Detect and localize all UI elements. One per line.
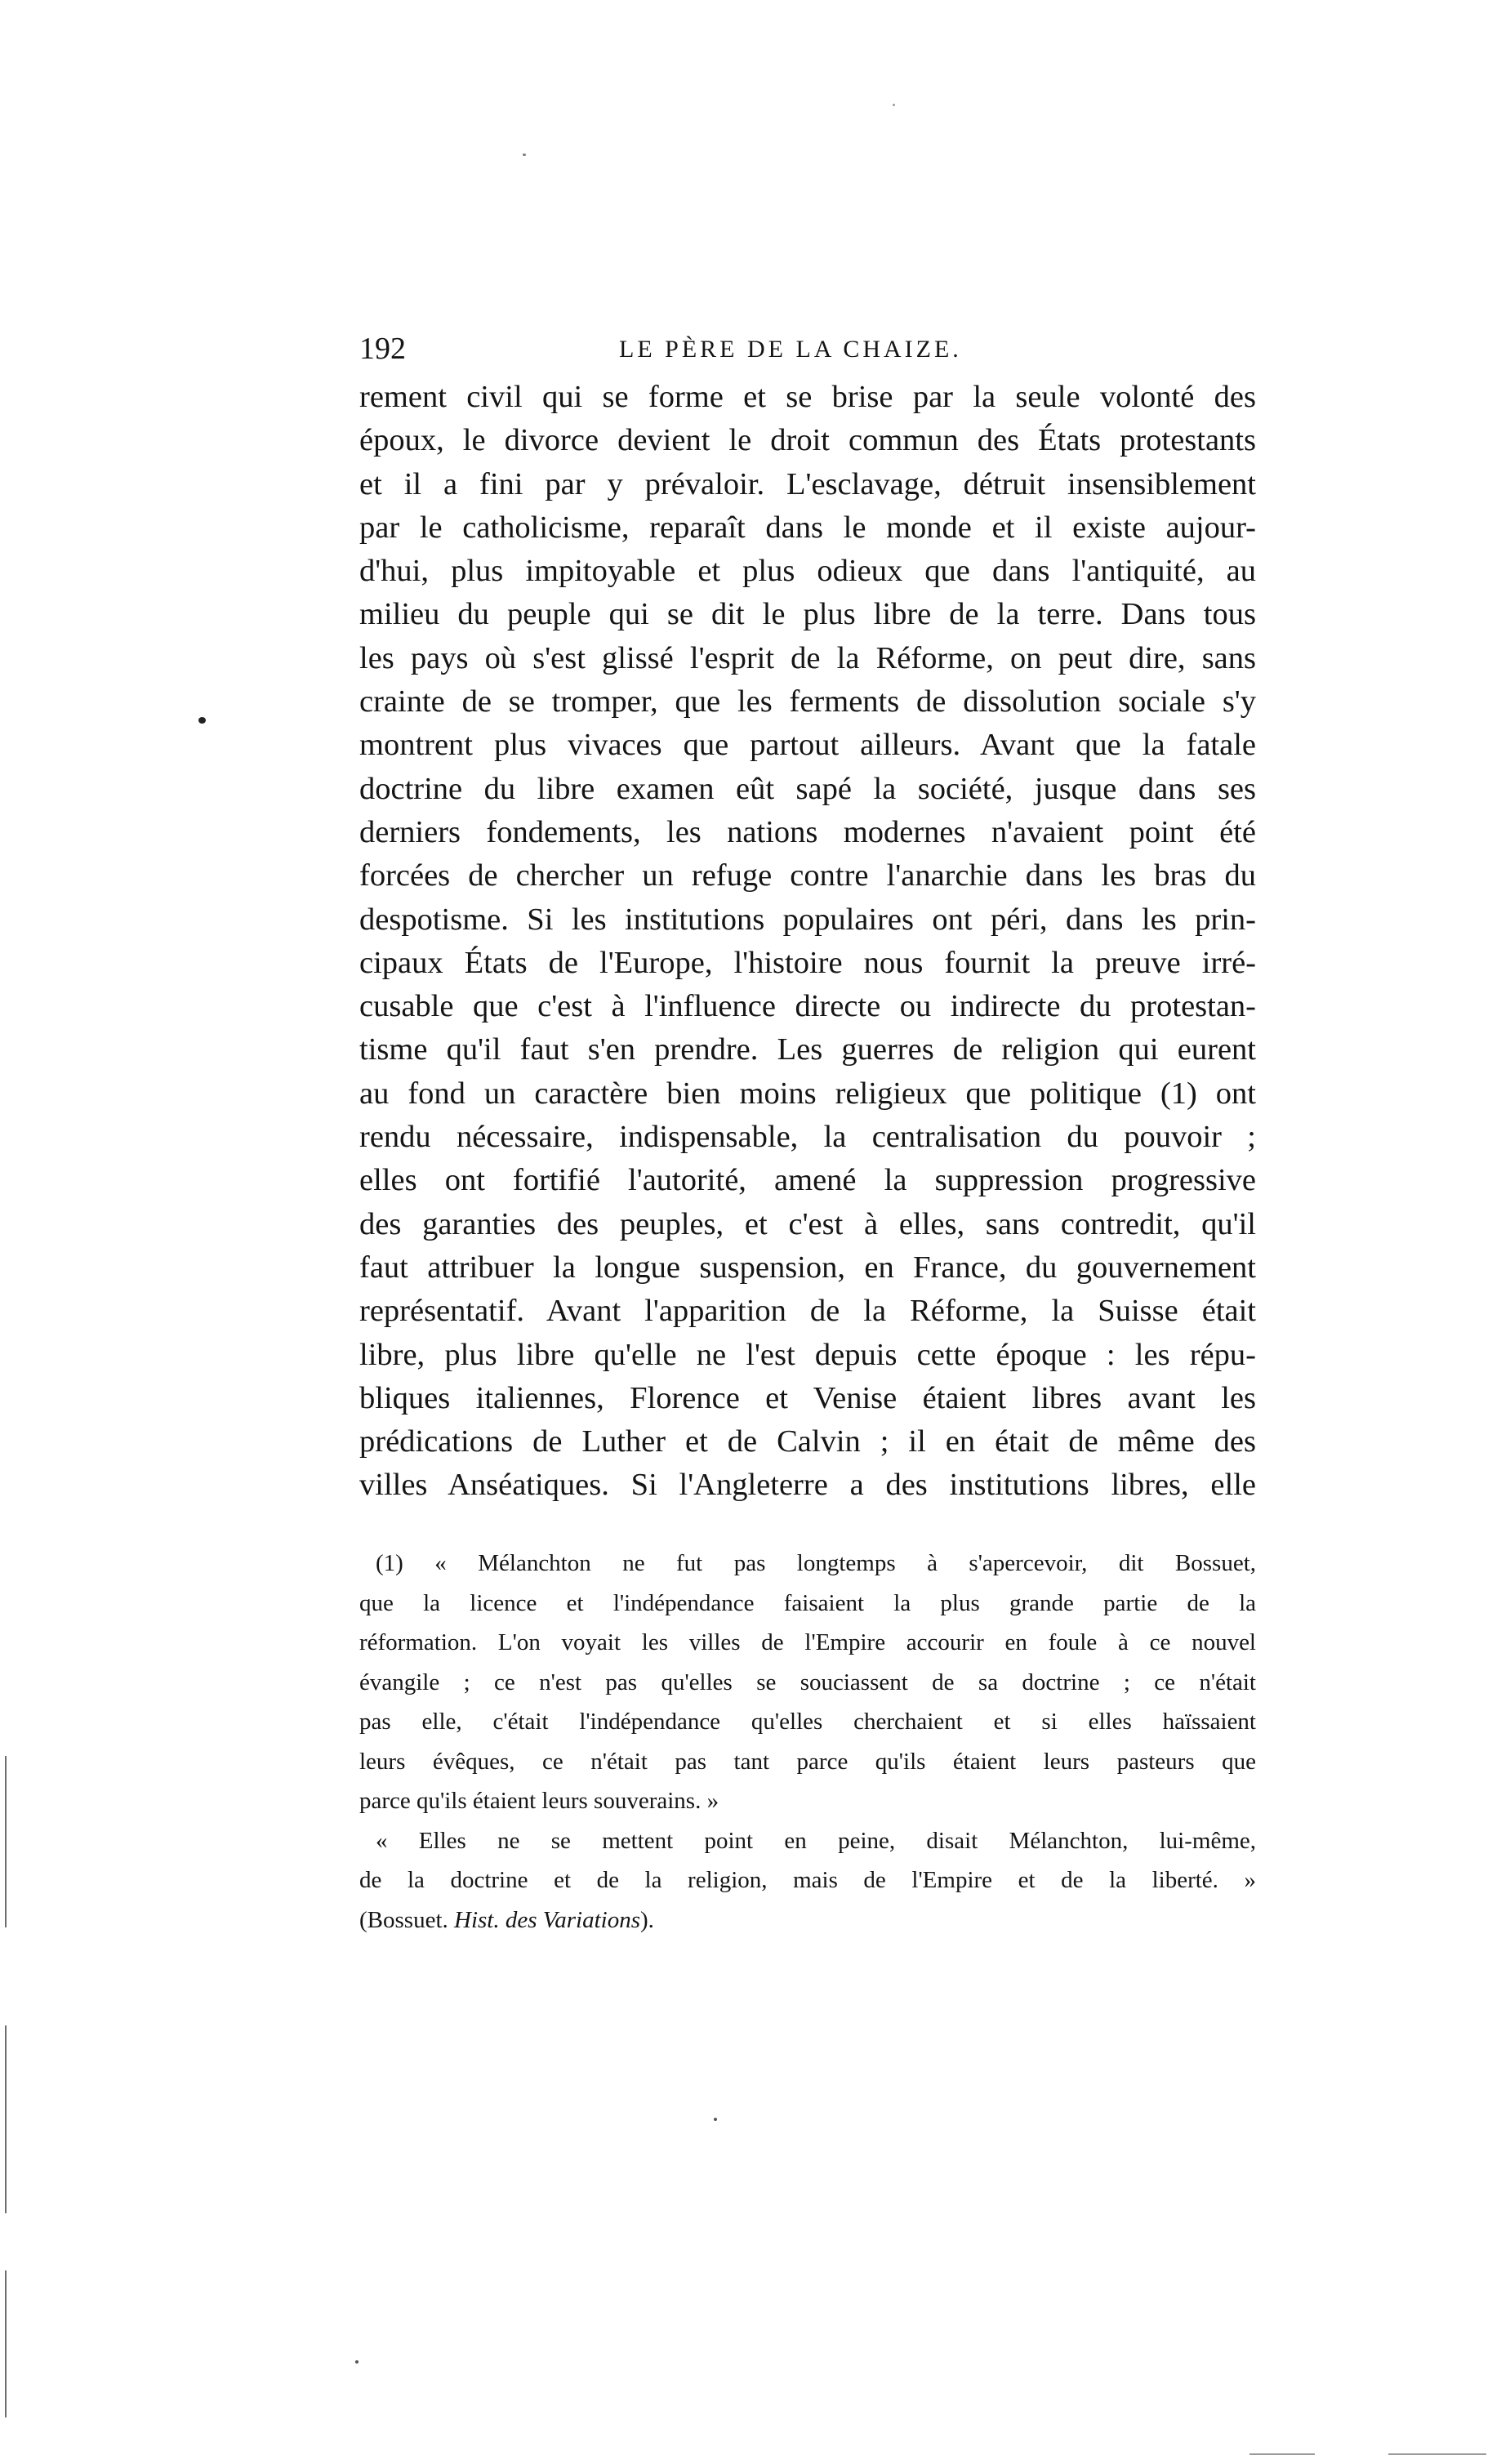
scan-edge-mark [1388,2453,1486,2455]
ink-speck [714,2118,717,2121]
main-text [359,376,1256,1508]
footnote-line: (1) « Mélanchton ne fut pas longtemps à s'apercevoir, dit Bossuet, [376,1550,1256,1576]
text-line: représentatif. Avant l'apparition de la Réforme, la Suisse était [359,1294,1256,1329]
citation-author: (Bossuet. [359,1906,448,1933]
text-line: les pays où s'est glissé l'esprit de la Réforme, on peut dire, sans [359,640,1256,675]
text-line: cipaux États de l'Europe, l'histoire nous fournit la preuve irré- [359,945,1256,980]
text-line: milieu du peuple qui se dit le plus libre de la terre. Dans tous [359,597,1256,632]
ink-speck [523,154,526,156]
footnote-line: de la doctrine et de la religion, mais de l'Empire et de la liberté. » [359,1867,1256,1893]
citation-work-title: Hist. des Variations [454,1906,640,1933]
scan-edge-mark [5,2025,7,2213]
text-line: par le catholicisme, reparaît dans le monde et il existe aujour- [359,510,1256,545]
page-header [359,328,1256,369]
text-line: derniers fondements, les nations modernes n'avaient point été [359,814,1256,849]
text-line: des garanties des peuples, et c'est à elles, sans contredit, qu'il [359,1206,1256,1241]
running-title: LE PÈRE DE LA CHAIZE. [619,336,962,363]
scan-edge-mark [5,2270,7,2417]
text-line: elles ont fortifié l'autorité, amené la suppression progressive [359,1163,1256,1198]
text-line: crainte de se tromper, que les ferments de dissolution sociale s'y [359,684,1256,720]
text-line: prédications de Luther et de Calvin ; il en était de même des [359,1424,1256,1459]
text-line: faut attribuer la longue suspension, en France, du gouvernement [359,1250,1256,1285]
footnote [359,1544,1256,1940]
text-line: bliques italiennes, Florence et Venise étaient libres avant les [359,1380,1256,1415]
footnote-line: leurs évêques, ce n'était pas tant parce qu'ils étaient leurs pasteurs que [359,1748,1256,1775]
text-line: époux, le divorce devient le droit commun des États protestants [359,423,1256,458]
ink-speck [893,104,895,106]
text-line: doctrine du libre examen eût sapé la société, jusque dans ses [359,771,1256,806]
footnote-line: évangile ; ce n'est pas qu'elles se souciassent de sa doctrine ; ce n'était [359,1669,1256,1695]
footnote-line: « Elles ne se mettent point en peine, disait Mélanchton, lui-même, [376,1827,1256,1854]
text-line: rendu nécessaire, indispensable, la centralisation du pouvoir ; [359,1120,1256,1155]
page-number: 192 [359,332,406,366]
text-line: au fond un caractère bien moins religieux que politique (1) ont [359,1076,1256,1111]
text-line: montrent plus vivaces que partout ailleurs. Avant que la fatale [359,728,1256,763]
footnote-line: que la licence et l'indépendance faisaient la plus grande partie de la [359,1589,1256,1616]
text-line: et il a fini par y prévaloir. L'esclavage, détruit insensiblement [359,466,1256,501]
text-line: cusable que c'est à l'influence directe ou indirecte du protestan- [359,989,1256,1024]
text-line: forcées de chercher un refuge contre l'anarchie dans les bras du [359,858,1256,893]
text-line: libre, plus libre qu'elle ne l'est depuis cette époque : les répu- [359,1337,1256,1372]
footnote-citation [359,1900,1256,1940]
text-line: despotisme. Si les institutions populaires ont péri, dans les prin- [359,902,1256,937]
scan-edge-mark [1249,2453,1315,2455]
text-line: tisme qu'il faut s'en prendre. Les guerres de religion qui eurent [359,1032,1256,1067]
scan-edge-mark [5,1756,7,1927]
text-line: d'hui, plus impitoyable et plus odieux que dans l'antiquité, au [359,554,1256,589]
ink-speck [355,2360,359,2364]
text-line: rement civil qui se forme et se brise par la seule volonté des [359,380,1256,414]
citation-close: ). [640,1906,654,1933]
footnote-line: réformation. L'on voyait les villes de l'Empire accourir en foule à ce nouvel [359,1629,1256,1655]
ink-speck [198,717,206,724]
footnote-line: parce qu'ils étaient leurs souverains. » [359,1788,719,1814]
footnote-line: pas elle, c'était l'indépendance qu'elles cherchaient et si elles haïssaient [359,1709,1256,1735]
text-line: villes Anséatiques. Si l'Angleterre a des institutions libres, elle [359,1468,1256,1503]
